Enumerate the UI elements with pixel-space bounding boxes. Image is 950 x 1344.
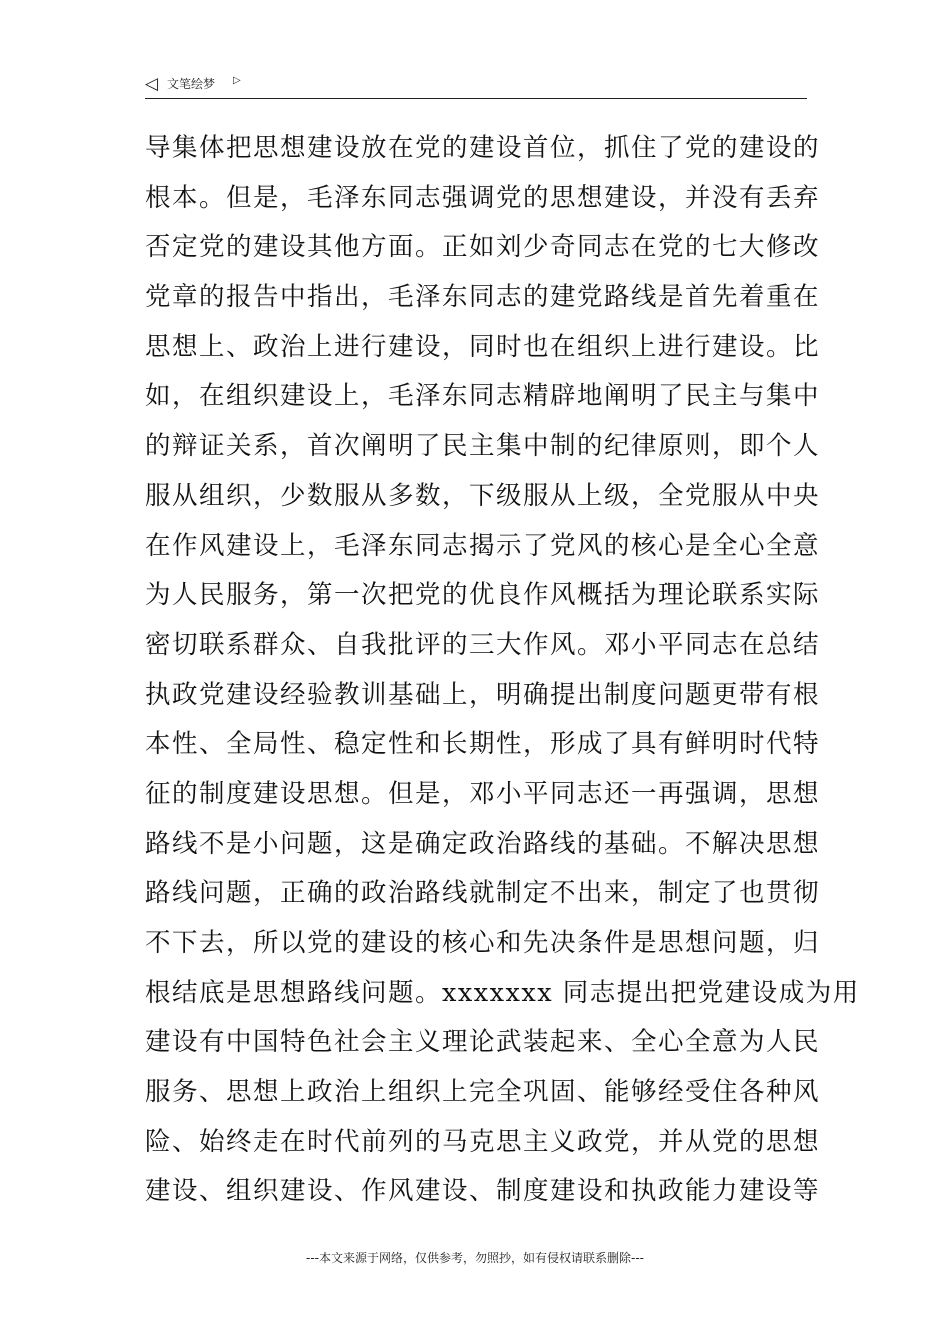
text-line: 本性、全局性、稳定性和长期性，形成了具有鲜明时代特	[145, 729, 821, 760]
text-line: 根结底是思想路线问题。xxxxxxx 同志提出把党建设成为用	[145, 977, 860, 1008]
document-body	[145, 124, 860, 1217]
text-line: 建设有中国特色社会主义理论武装起来、全心全意为人民	[145, 1027, 821, 1058]
text-line: 在作风建设上，毛泽东同志揭示了党风的核心是全心全意	[145, 530, 821, 561]
text-line: 密切联系群众、自我批评的三大作风。邓小平同志在总结	[145, 629, 821, 660]
text-line: 否定党的建设其他方面。正如刘少奇同志在党的七大修改	[145, 232, 821, 263]
text-line: 思想上、政治上进行建设，同时也在组织上进行建设。比	[145, 331, 821, 362]
page-header	[145, 74, 807, 99]
text-line: 服从组织，少数服从多数，下级服从上级，全党服从中央	[145, 480, 821, 511]
text-line: 为人民服务，第一次把党的优良作风概括为理论联系实际	[145, 580, 821, 611]
text-line: 险、始终走在时代前列的马克思主义政党，并从党的思想	[145, 1126, 821, 1157]
text-line: 根本。但是，毛泽东同志强调党的思想建设，并没有丢弃	[145, 182, 821, 213]
text-line: 路线不是小问题，这是确定政治路线的基础。不解决思想	[145, 828, 821, 859]
text-line: 建设、组织建设、作风建设、制度建设和执政能力建设等	[145, 1176, 821, 1207]
text-line: 党章的报告中指出，毛泽东同志的建党路线是首先着重在	[145, 282, 821, 313]
text-line: 的辩证关系，首次阐明了民主集中制的纪律原则，即个人	[145, 431, 821, 462]
text-line: 征的制度建设思想。但是，邓小平同志还一再强调，思想	[145, 778, 821, 809]
left-triangle-icon: ◁	[145, 74, 159, 94]
text-line: 不下去，所以党的建设的核心和先决条件是思想问题，归	[145, 928, 821, 958]
text-line: 服务、思想上政治上组织上完全巩固、能够经受住各种风	[145, 1077, 821, 1108]
text-line: 导集体把思想建设放在党的建设首位，抓住了党的建设的	[145, 133, 821, 163]
text-line: 如，在组织建设上，毛泽东同志精辟地阐明了民主与集中	[145, 381, 821, 412]
text-line: 执政党建设经验教训基础上，明确提出制度问题更带有根	[145, 679, 821, 710]
page-footer: ---本文来源于网络，仅供参考，勿照抄，如有侵权请联系删除---	[306, 1251, 644, 1265]
header-title: 文笔绘梦	[167, 77, 216, 91]
text-line: 路线问题，正确的政治路线就制定不出来，制定了也贯彻	[145, 878, 821, 909]
right-triangle-icon: ▷	[233, 75, 241, 86]
